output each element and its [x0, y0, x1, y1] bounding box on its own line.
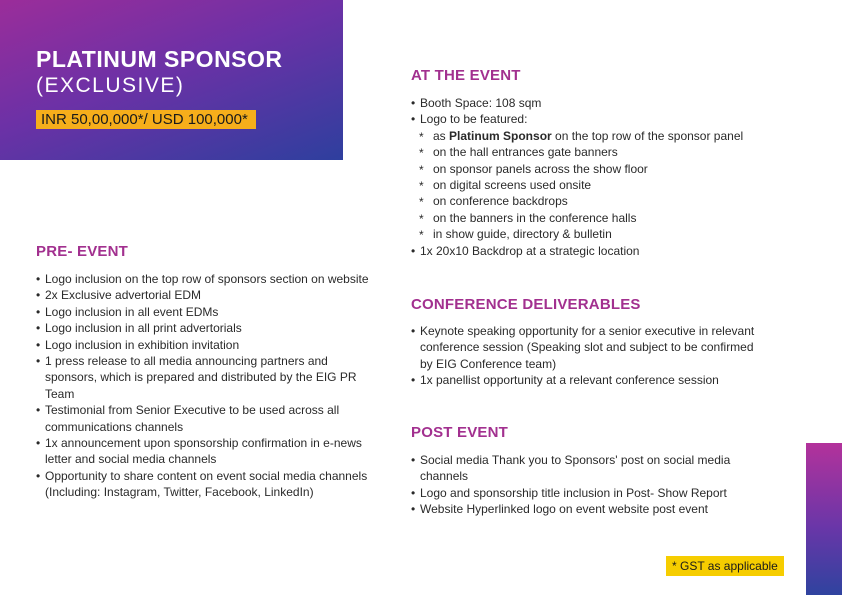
- decorative-side-bar: [806, 443, 842, 595]
- list-item: • 1x announcement upon sponsorship confirmation in e-news letter and social media channels: [36, 435, 381, 468]
- logo-placement-item: * on conference backdrops: [411, 193, 756, 209]
- at-event-heading: AT THE EVENT: [411, 67, 521, 84]
- logo-placement-item: * in show guide, directory & bulletin: [411, 226, 756, 242]
- logo-placement-item: * as Platinum Sponsor on the top row of the sponsor panel: [411, 128, 756, 144]
- pre-event-heading: PRE- EVENT: [36, 243, 129, 260]
- post-event-list: [411, 452, 756, 518]
- pre-event-list: [36, 271, 381, 501]
- list-item: • Booth Space: 108 sqm: [411, 95, 756, 111]
- list-item: • Opportunity to share content on event social media channels (Including: Instagram, Twitter, Facebook, LinkedIn): [36, 468, 381, 501]
- list-item: • Logo inclusion in all print advertorials: [36, 320, 381, 336]
- list-item: • Testimonial from Senior Executive to be used across all communications channels: [36, 402, 381, 435]
- logo-placement-item: * on the banners in the conference halls: [411, 210, 756, 226]
- price-badge: INR 50,00,000*/ USD 100,000*: [36, 110, 256, 129]
- logo-placement-item: * on the hall entrances gate banners: [411, 144, 756, 160]
- logo-placement-item: * on sponsor panels across the show floor: [411, 161, 756, 177]
- post-event-heading: POST EVENT: [411, 424, 509, 441]
- list-item: • Logo inclusion on the top row of sponsors section on website: [36, 271, 381, 287]
- list-item: • Website Hyperlinked logo on event website post event: [411, 501, 756, 517]
- logo-placement-list: [411, 128, 756, 243]
- list-item: • 1x 20x10 Backdrop at a strategic location: [411, 243, 756, 259]
- header-banner: [0, 0, 343, 160]
- list-item: • Logo inclusion in all event EDMs: [36, 304, 381, 320]
- list-item: • 1x panellist opportunity at a relevant conference session: [411, 372, 756, 388]
- list-item: • Keynote speaking opportunity for a senior executive in relevant conference session (Speaking slot and subject to be confirmed by EIG Conference team): [411, 323, 756, 372]
- list-item: • Logo inclusion in exhibition invitation: [36, 337, 381, 353]
- list-item: • Logo and sponsorship title inclusion in Post- Show Report: [411, 485, 756, 501]
- gst-footnote: * GST as applicable: [666, 556, 784, 576]
- conference-heading: CONFERENCE DELIVERABLES: [411, 296, 641, 313]
- list-item: [411, 111, 756, 242]
- list-item: • 1 press release to all media announcing partners and sponsors, which is prepared and distributed by the EIG PR Team: [36, 353, 381, 402]
- package-subtitle: (EXCLUSIVE): [36, 74, 185, 97]
- list-item: • 2x Exclusive advertorial EDM: [36, 287, 381, 303]
- logo-intro: Logo to be featured:: [420, 112, 528, 127]
- platinum-sponsor-emphasis: Platinum Sponsor: [449, 128, 552, 143]
- conference-list: [411, 323, 756, 389]
- list-item: • Social media Thank you to Sponsors' post on social media channels: [411, 452, 756, 485]
- logo-placement-item: * on digital screens used onsite: [411, 177, 756, 193]
- package-title: PLATINUM SPONSOR: [36, 46, 283, 72]
- at-event-list: [411, 95, 756, 259]
